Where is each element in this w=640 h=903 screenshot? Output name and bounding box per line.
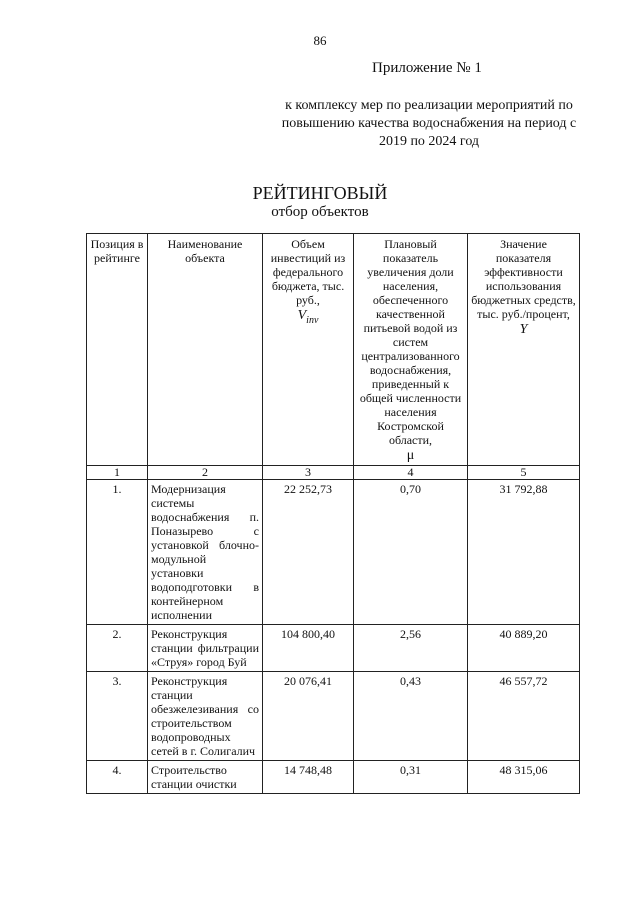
header-share-indicator: Плановый показатель увеличения доли населения, обеспеченного качественной питьевой водой из систем централизованного водоснабжения, приведенный к общей численности населения Костромской области, μ xyxy=(354,234,468,466)
appendix-subtitle: к комплексу мер по реализации мероприятий по повышению качества водоснабжения на период с 2019 по 2024 год xyxy=(281,98,577,149)
table-row xyxy=(87,761,580,794)
row-efficiency: 46 557,72 xyxy=(468,672,580,761)
table-row xyxy=(87,480,580,625)
table-row xyxy=(87,672,580,761)
row-position: 3. xyxy=(87,672,148,761)
appendix-title: Приложение № 1 xyxy=(372,60,482,76)
row-investment: 22 252,73 xyxy=(263,480,354,625)
row-object-name: Строительство станции очистки xyxy=(148,761,263,794)
header-object-name: Наименование объекта xyxy=(148,234,263,466)
symbol-vinv: $V_{inv}$ xyxy=(297,308,319,326)
row-investment: 20 076,41 xyxy=(263,672,354,761)
table-header-row xyxy=(87,234,580,466)
document-heading: РЕЙТИНГОВЫЙ xyxy=(252,183,388,203)
column-number: 3 xyxy=(263,466,354,480)
symbol-mu: μ xyxy=(406,448,415,463)
row-efficiency: 31 792,88 xyxy=(468,480,580,625)
row-object-name: Реконструкция станции обезжелезивания со строительством водопроводных сетей в г. Солигалич xyxy=(148,672,263,761)
row-share: 0,43 xyxy=(354,672,468,761)
row-investment: 104 800,40 xyxy=(263,625,354,672)
row-efficiency: 48 315,06 xyxy=(468,761,580,794)
row-share: 2,56 xyxy=(354,625,468,672)
header-efficiency: Значение показателя эффективности использования бюджетных средств, тыс. руб./процент, Y xyxy=(468,234,580,466)
row-share: 0,31 xyxy=(354,761,468,794)
row-position: 4. xyxy=(87,761,148,794)
symbol-y: Y xyxy=(519,322,528,337)
document-subheading: отбор объектов xyxy=(271,204,369,220)
column-number: 5 xyxy=(468,466,580,480)
row-object-name: Модернизация системы водоснабжения п. Поназырево с установкой блочно-модульной установки водоподготовки в контейнерном исполнении xyxy=(148,480,263,625)
header-position: Позиция в рейтинге xyxy=(87,234,148,466)
rating-table xyxy=(86,233,580,794)
column-number: 1 xyxy=(87,466,148,480)
header-investment: Объем инвестиций из федерального бюджета, тыс. руб., $V_{inv}$ xyxy=(263,234,354,466)
column-number: 2 xyxy=(148,466,263,480)
column-number-row xyxy=(87,466,580,480)
row-position: 2. xyxy=(87,625,148,672)
table-row xyxy=(87,625,580,672)
row-investment: 14 748,48 xyxy=(263,761,354,794)
column-number: 4 xyxy=(354,466,468,480)
row-share: 0,70 xyxy=(354,480,468,625)
page-number: 86 xyxy=(313,33,327,48)
row-object-name: Реконструкция станции фильтрации «Струя» город Буй xyxy=(148,625,263,672)
row-position: 1. xyxy=(87,480,148,625)
row-efficiency: 40 889,20 xyxy=(468,625,580,672)
